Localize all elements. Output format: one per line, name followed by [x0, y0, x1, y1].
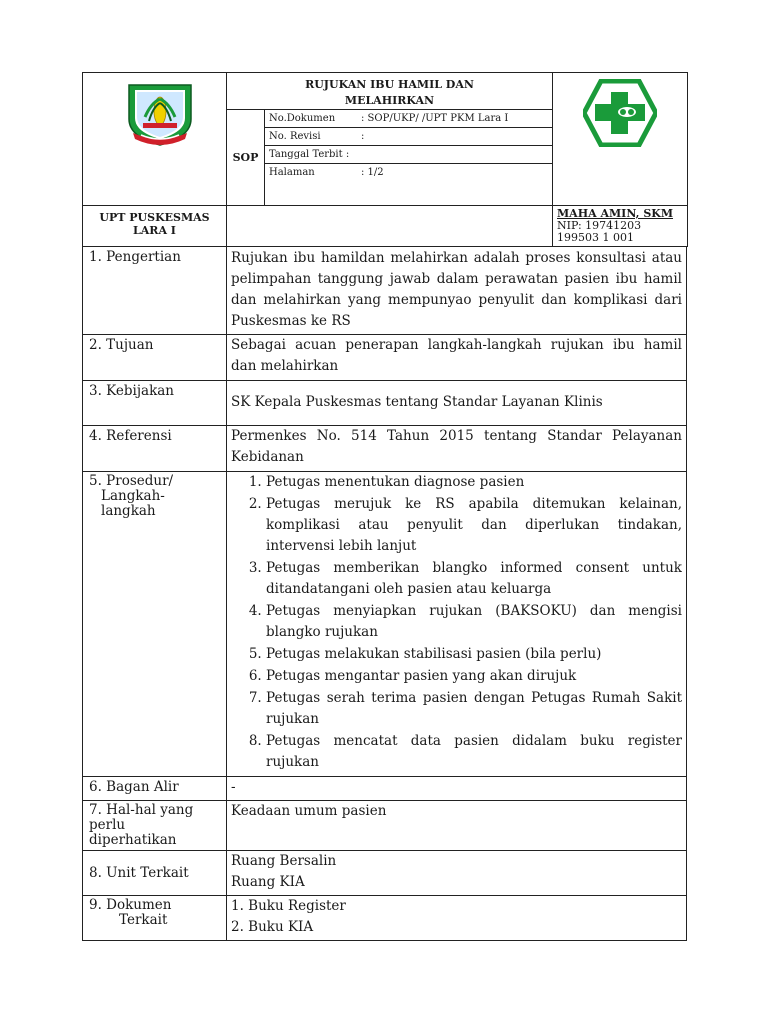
row-prosedur — [83, 472, 687, 777]
row-label: 2. Tujuan — [83, 335, 227, 381]
signature-area — [227, 206, 553, 247]
meta-value: : — [357, 128, 552, 146]
regional-emblem-icon — [123, 81, 197, 147]
row-referensi — [83, 426, 687, 472]
sop-body — [82, 246, 687, 941]
list-item: 3. Petugas memberikan blangko informed consent untuk ditandatangani oleh pasien atau keluarga — [266, 558, 682, 601]
sop-document — [82, 72, 687, 941]
sop-header — [82, 72, 688, 247]
list-item: 2. Petugas merujuk ke RS apabila ditemukan kelainan, komplikasi atau penyulit dan diperlukan tindakan, intervensi lebih lanjut — [266, 494, 682, 558]
meta-value: : SOP/UKP/ /UPT PKM Lara I — [357, 110, 552, 128]
signer-nip-cont: 199503 1 001 — [557, 231, 634, 244]
row-value: Sebagai acuan penerapan langkah-langkah rujukan ibu hamil dan melahirkan — [227, 335, 687, 381]
list-item: 4. Petugas menyiapkan rujukan (BAKSOKU) dan mengisi blangko rujukan — [266, 601, 682, 644]
row-unit-terkait — [83, 851, 687, 896]
procedure-steps — [227, 472, 687, 777]
meta-label: Halaman — [265, 164, 357, 182]
row-label: 9. Dokumen Terkait — [83, 896, 227, 941]
row-kebijakan — [83, 381, 687, 426]
signer-name: MAHA AMIN, SKM — [557, 207, 674, 220]
row-label: 8. Unit Terkait — [83, 851, 227, 896]
list-item: Ruang Bersalin — [231, 853, 337, 869]
row-dokumen-terkait — [83, 896, 687, 941]
unit-name: UPT PUSKESMAS LARA I — [83, 206, 227, 247]
list-item: 6. Petugas mengantar pasien yang akan dirujuk — [266, 666, 682, 688]
row-value — [227, 896, 687, 941]
row-value — [227, 851, 687, 896]
row-label: 5. Prosedur/ Langkah- langkah — [83, 472, 227, 777]
row-pengertian — [83, 247, 687, 335]
meta-value: : 1/2 — [357, 164, 552, 182]
puskesmas-cross-icon — [583, 79, 657, 147]
row-hal-hal — [83, 801, 687, 851]
row-value: Permenkes No. 514 Tahun 2015 tentang Standar Pelayanan Kebidanan — [227, 426, 687, 472]
sop-label: SOP — [227, 110, 265, 206]
meta-label: No. Revisi — [265, 128, 357, 146]
list-item: 8. Petugas mencatat data pasien didalam buku register rujukan — [266, 731, 682, 774]
list-item: 7. Petugas serah terima pasien dengan Petugas Rumah Sakit rujukan — [266, 688, 682, 731]
list-item: 5. Petugas melakukan stabilisasi pasien (bila perlu) — [266, 644, 682, 666]
meta-value — [357, 146, 552, 164]
row-value: SK Kepala Puskesmas tentang Standar Layanan Klinis — [227, 381, 687, 426]
row-bagan-alir — [83, 777, 687, 801]
row-label: 6. Bagan Alir — [83, 777, 227, 801]
row-label: 7. Hal-hal yang perlu diperhatikan — [83, 801, 227, 851]
signer-block — [553, 206, 688, 247]
document-title: RUJUKAN IBU HAMIL DAN MELAHIRKAN — [227, 73, 553, 110]
list-item: Ruang KIA — [231, 874, 305, 890]
list-item: 2. Buku KIA — [231, 919, 314, 935]
meta-label: No.Dokumen — [265, 110, 357, 128]
row-label: 3. Kebijakan — [83, 381, 227, 426]
regional-logo-cell — [83, 73, 227, 206]
row-value: - — [227, 777, 687, 801]
row-tujuan — [83, 335, 687, 381]
signer-nip: NIP: 19741203 — [557, 219, 642, 232]
meta-label: Tanggal Terbit : — [265, 146, 357, 164]
document-meta — [265, 110, 553, 206]
list-item: 1. Buku Register — [231, 898, 346, 914]
list-item: 1. Petugas menentukan diagnose pasien — [266, 472, 682, 494]
puskesmas-logo-cell — [553, 73, 688, 206]
row-label: 4. Referensi — [83, 426, 227, 472]
row-value: Rujukan ibu hamildan melahirkan adalah proses konsultasi atau pelimpahan tanggung jawab dalam perawatan pasien ibu hamil dan melahirkan yang mempunyao penyulit dan komplikasi dari Puskesmas ke RS — [227, 247, 687, 335]
row-value: Keadaan umum pasien — [227, 801, 687, 851]
row-label: 1. Pengertian — [83, 247, 227, 335]
